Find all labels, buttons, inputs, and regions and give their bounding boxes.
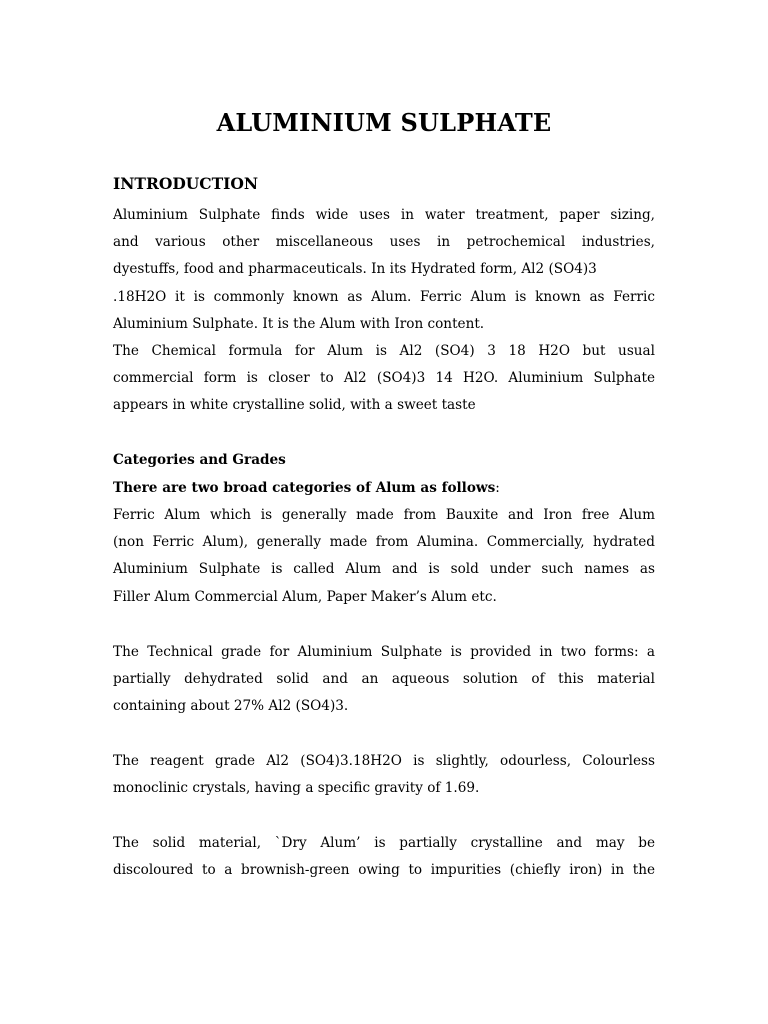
text-line: The solid material, `Dry Alum’ is partially crystalline and may be <box>113 835 655 851</box>
text-line: Aluminium Sulphate. It is the Alum with Iron content. <box>113 315 485 332</box>
text-line: Ferric Alum which is generally made from Bauxite and Iron free Alum <box>113 507 655 523</box>
text-line: The Chemical formula for Alum is Al2 (SO4) 3 18 H2O but usual <box>113 343 655 359</box>
text-line: The Technical grade for Aluminium Sulphate is provided in two forms: a <box>113 644 655 660</box>
technical-grade-paragraph <box>113 639 655 721</box>
text-line: Filler Alum Commercial Alum, Paper Maker’s Alum etc. <box>113 588 497 605</box>
categories-subheading-colon: : <box>495 480 500 496</box>
text-line: appears in white crystalline solid, with a sweet taste <box>113 397 476 414</box>
text-line: and various other miscellaneous uses in petrochemical industries, <box>113 234 655 251</box>
text-line: The reagent grade Al2 (SO4)3.18H2O is slightly, odourless, Colourless <box>113 753 655 769</box>
text-line: monoclinic crystals, having a specific gravity of 1.69. <box>113 780 480 797</box>
text-line: commercial form is closer to Al2 (SO4)3 14 H2O. Aluminium Sulphate <box>113 370 655 387</box>
text-line: Aluminium Sulphate finds wide uses in water treatment, paper sizing, <box>113 207 655 223</box>
introduction-heading: INTRODUCTION <box>113 174 259 193</box>
categories-paragraph <box>113 502 655 611</box>
introduction-paragraph-1 <box>113 202 655 338</box>
text-line: Aluminium Sulphate is called Alum and is sold under such names as <box>113 561 655 578</box>
solid-material-paragraph <box>113 830 655 884</box>
categories-subheading <box>113 480 500 496</box>
reagent-grade-paragraph <box>113 748 655 802</box>
text-line: dyestuffs, food and pharmaceuticals. In its Hydrated form, Al2 (SO4)3 <box>113 261 597 278</box>
text-line: containing about 27% Al2 (SO4)3. <box>113 698 349 715</box>
categories-subheading-text: There are two broad categories of Alum as follows <box>113 480 496 496</box>
introduction-paragraph-2 <box>113 338 655 420</box>
text-line: .18H2O it is commonly known as Alum. Ferric Alum is known as Ferric <box>113 288 655 305</box>
text-line: partially dehydrated solid and an aqueous solution of this material <box>113 671 655 688</box>
text-line: (non Ferric Alum), generally made from Alumina. Commercially, hydrated <box>113 534 655 551</box>
categories-heading: Categories and Grades <box>113 452 286 468</box>
text-line: discoloured to a brownish-green owing to impurities (chiefly iron) in the <box>113 862 655 879</box>
document-title: ALUMINIUM SULPHATE <box>216 108 552 137</box>
